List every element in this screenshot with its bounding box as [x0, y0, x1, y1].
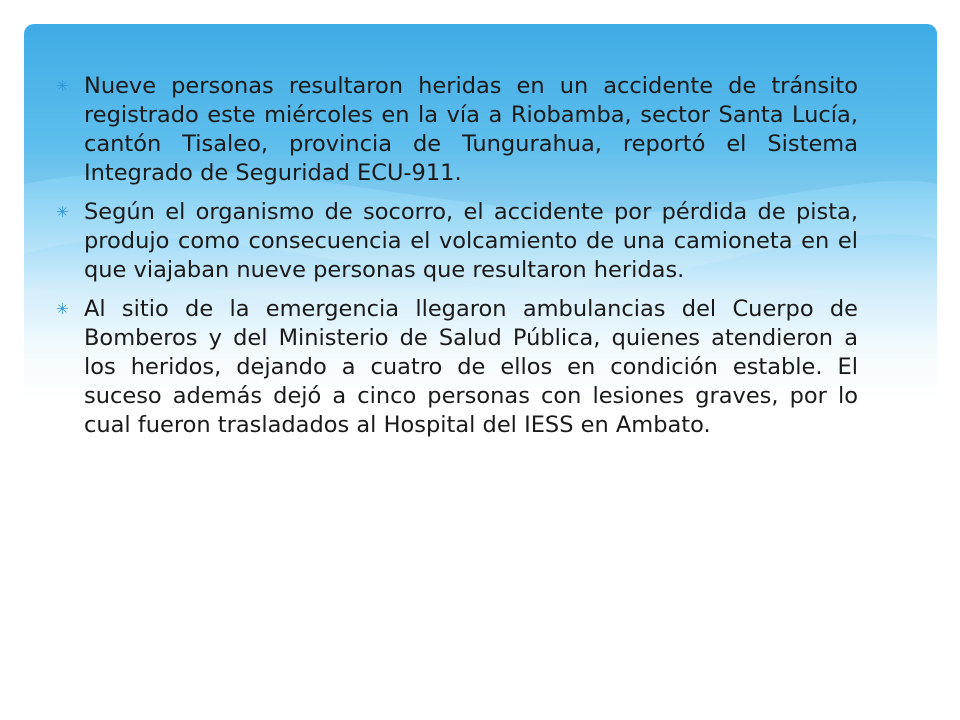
asterisk-bullet-icon: ✳ [56, 300, 69, 318]
asterisk-bullet-icon: ✳ [56, 203, 69, 221]
paragraph-text: Según el organismo de socorro, el accidente por pérdida de pista, produjo como consecuencia el volcamiento de una camioneta en el que viajaban nueve personas que resultaron heridas. [84, 199, 858, 283]
paragraph-text: Al sitio de la emergencia llegaron ambulancias del Cuerpo de Bomberos y del Ministerio de Salud Pública, quienes atendieron a los heridos, dejando a cuatro de ellos en condición estable. El suceso además dejó a cinco personas con lesiones graves, por lo cual fueron trasladados al Hospital del IESS en Ambato. [84, 296, 858, 438]
bullet-list [52, 72, 858, 450]
paragraph-text: Nueve personas resultaron heridas en un accidente de tránsito registrado este miércoles en la vía a Riobamba, sector Santa Lucía, cantón Tisaleo, provincia de Tungurahua, reportó el Sistema Integrado de Seguridad ECU-911. [84, 73, 858, 186]
list-item [52, 295, 858, 440]
list-item [52, 72, 858, 188]
list-item [52, 198, 858, 285]
asterisk-bullet-icon: ✳ [56, 77, 69, 95]
